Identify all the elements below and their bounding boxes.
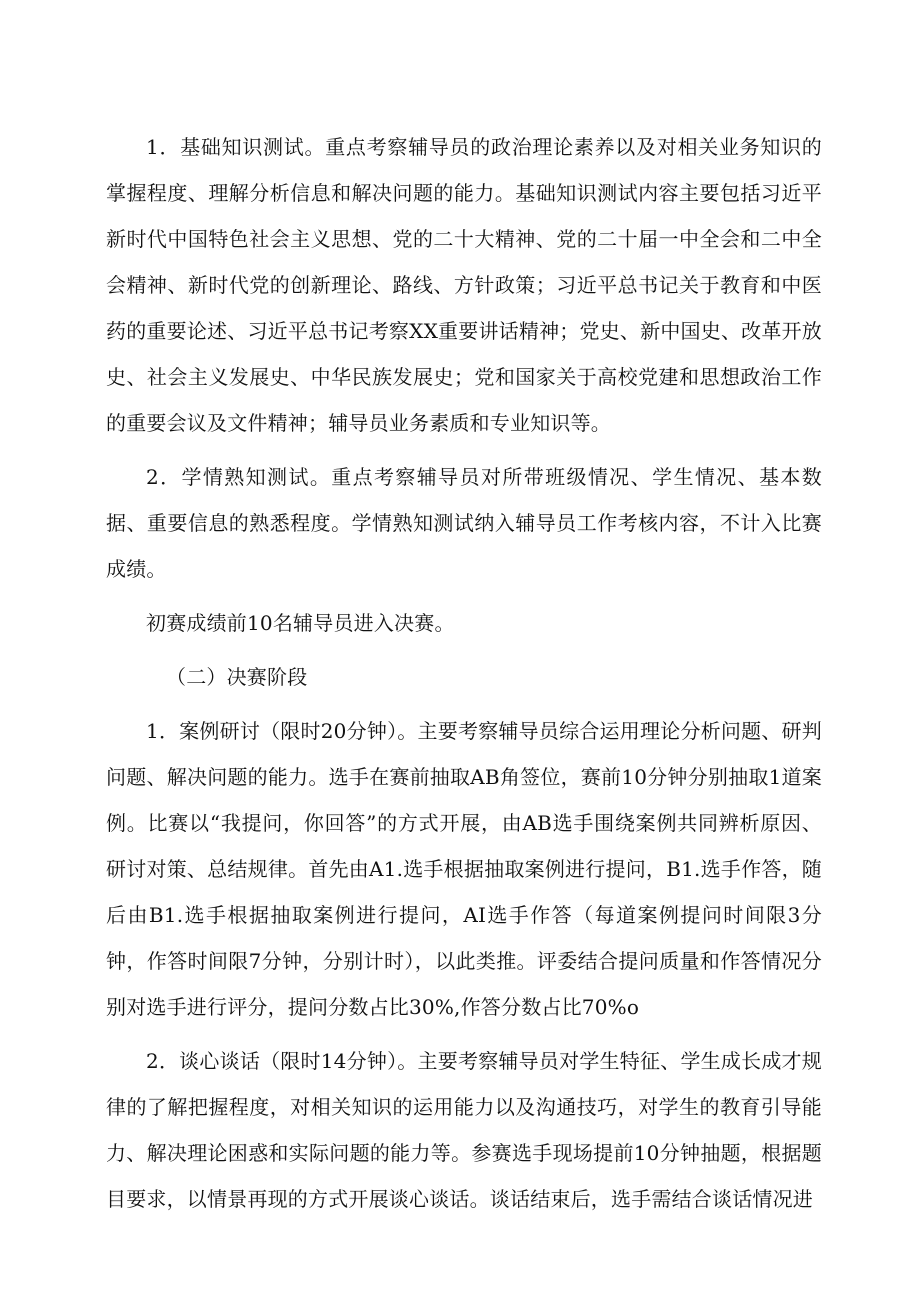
paragraph-preliminary-result: 初赛成绩前10名辅导员进入决赛。 — [146, 611, 455, 635]
paragraph-student-info-test: 2．学情熟知测试。重点考察辅导员对所带班级情况、学生情况、基本数据、重要信息的熟悉程度。学情熟知测试纳入辅导员工作考核内容，不计入比赛成绩。 — [106, 465, 822, 581]
section-heading-final-stage: （二）决赛阶段 — [166, 665, 308, 689]
paragraph-basic-knowledge-test: 1．基础知识测试。重点考察辅导员的政治理论素养以及对相关业务知识的掌握程度、理解分析信息和解决问题的能力。基础知识测试内容主要包括习近平新时代中国特色社会主义思想、党的二十大精神、党的二十届一中全会和二中全会精神、新时代党的创新理论、路线、方针政策；习近平总书记关于教育和中医药的重要论述、习近平总书记考察XX重要讲话精神；党史、新中国史、改革开放史、社会主义发展史、中华民族发展史；党和国家关于高校党建和思想政治工作的重要会议及文件精神；辅导员业务素质和专业知识等。 — [106, 135, 822, 435]
paragraph-heart-to-heart-talk: 2．谈心谈话（限时14分钟）。主要考察辅导员对学生特征、学生成长成才规律的了解把握程度，对相关知识的运用能力以及沟通技巧，对学生的教育引导能力、解决理论困惑和实际问题的能力等。参赛选手现场提前10分钟抽题，根据题目要求，以情景再现的方式开展谈心谈话。谈话结束后，选手需结合谈话情况进 — [106, 1049, 822, 1211]
paragraph-case-study: 1．案例研讨（限时20分钟）。主要考察辅导员综合运用理论分析问题、研判问题、解决问题的能力。选手在赛前抽取AB角签位，赛前10分钟分别抽取1道案例。比赛以“我提问，你回答”的方式开展，由AB选手围绕案例共同辨析原因、研讨对策、总结规律。首先由A1.选手根据抽取案例进行提问，B1.选手作答，随后由B1.选手根据抽取案例进行提问，AI选手作答（每道案例提问时间限3分钟，作答时间限7分钟，分别计时），以此类推。评委结合提问质量和作答情况分别对选手进行评分，提问分数占比30%,作答分数占比70%o — [106, 719, 822, 1019]
document-body — [106, 124, 822, 1230]
